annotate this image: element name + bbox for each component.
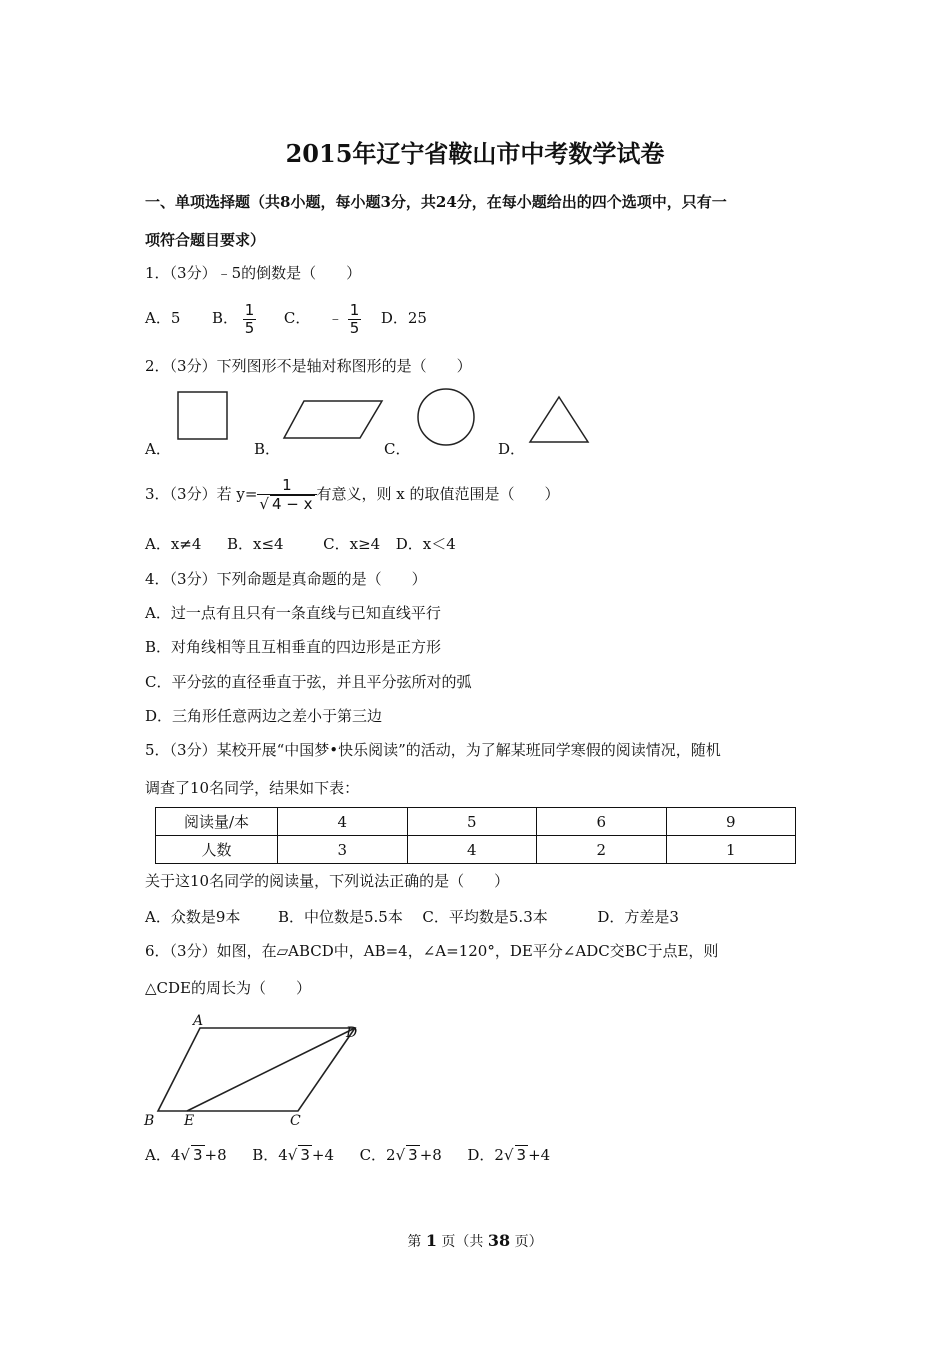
table-cell: 3 (278, 836, 408, 864)
q5-option-d: D．方差是3 (597, 908, 679, 926)
q3-prefix: 3．（3分）若 y= (145, 485, 258, 503)
triangle-figure (526, 394, 592, 446)
footer-middle: 页（共 (436, 1234, 488, 1250)
q4-stem: 4．（3分）下列命题是真命题的是（ ） (145, 570, 427, 588)
q5-option-a: A．众数是9本 (145, 908, 241, 926)
q6-options: A．4√ 3 +8 B．4√ 3 +4 C．2√ 3 +8 D．2√ 3 +4 (145, 1146, 551, 1164)
q3-denominator: √ 4 − x (259, 495, 313, 513)
q4-option-c: C．平分弦的直径垂直于弦，并且平分弦所对的弧 (145, 673, 472, 691)
q2-option-a: A． (145, 440, 171, 458)
vertex-label-d: D (346, 1025, 358, 1041)
table-cell: 6 (537, 808, 667, 836)
q3-options (145, 533, 456, 554)
footer-page-number: 1 (425, 1231, 437, 1250)
q6-stem-line2: △CDE的周长为（ ） (145, 979, 311, 997)
q3-stem (145, 471, 560, 517)
vertex-label-c: C (290, 1113, 301, 1129)
q6-option-b-label: B．4 (252, 1146, 288, 1164)
q6-option-c-radicand: 3 (408, 1146, 418, 1164)
q1-option-b-label: B． (211, 309, 238, 327)
q3-option-b: B．x≤4 (226, 535, 284, 553)
vertex-label-a: A (193, 1013, 204, 1029)
parallelogram-abcd-diagram (140, 1008, 370, 1132)
q6-option-c-tail: +8 (419, 1146, 442, 1164)
page-title: 2015年辽宁省鞍山市中考数学试卷 (285, 139, 665, 168)
table-cell: 1 (666, 836, 796, 864)
q5-option-b: B．中位数是5.5本 (277, 908, 403, 926)
q1-option-d: D．25 (380, 309, 427, 327)
q3-option-d: D．x＜4 (395, 535, 456, 553)
q5-options (145, 906, 679, 927)
circle-figure (414, 386, 478, 448)
q3-radicand: 4 − x (271, 495, 313, 513)
table-cell: 阅读量/本 (156, 808, 278, 836)
parallelogram-figure (280, 398, 386, 442)
section-heading-line1: 一、单项选择题（共8小题，每小题3分，共24分，在每小题给出的四个选项中，只有一 (145, 193, 727, 211)
q6-option-b-tail: +4 (311, 1146, 334, 1164)
q1-stem: 1．（3分）﹣5的倒数是（ ） (145, 264, 362, 282)
q1-c-numerator: 1 (349, 300, 360, 319)
square-figure (174, 390, 230, 442)
q2-option-c: C． (384, 440, 411, 458)
q6-option-a-radicand: 3 (192, 1146, 203, 1164)
q5-option-c: C．平均数是5.3本 (422, 908, 548, 926)
q6-option-a-label: A．4 (145, 1146, 181, 1164)
q5-stem-line2: 调查了10名同学，结果如下表： (145, 779, 360, 797)
table-cell: 9 (666, 808, 796, 836)
q1-option-c-label: C． (283, 309, 311, 327)
table-cell: 5 (407, 808, 537, 836)
q3-numerator: 1 (257, 477, 316, 495)
table-cell: 4 (407, 836, 537, 864)
table-row (156, 808, 796, 836)
q1-option-c-sign: ﹣ (327, 309, 343, 327)
q6-option-c-label: C．2 (359, 1146, 396, 1164)
q1-option-a: A．5 (145, 309, 181, 327)
table-cell: 4 (278, 808, 408, 836)
q4-option-a: A．过一点有且只有一条直线与已知直线平行 (145, 604, 441, 622)
q6-option-d-tail: +4 (528, 1146, 551, 1164)
page-footer (0, 1231, 950, 1251)
q3-option-c: C．x≥4 (323, 535, 381, 553)
q4-option-b: B．对角线相等且互相垂直的四边形是正方形 (145, 638, 442, 656)
footer-total-pages: 38 (487, 1231, 511, 1250)
q6-option-d-radicand: 3 (516, 1146, 527, 1164)
q6-option-a-tail: +8 (204, 1146, 227, 1164)
q3-fraction (257, 477, 316, 513)
q2-option-b: B． (254, 440, 281, 458)
q5-stem-line1: 5．（3分）某校开展“中国梦•快乐阅读”的活动，为了解某班同学寒假的阅读情况，随机 (145, 741, 721, 759)
reading-table (155, 807, 796, 864)
table-cell: 人数 (156, 836, 278, 864)
q2-option-d: D． (498, 440, 526, 458)
q1-options (145, 298, 427, 338)
footer-suffix: 页） (510, 1234, 543, 1250)
vertex-label-e: E (184, 1113, 195, 1129)
q3-suffix: 有意义，则 x 的取值范围是（ ） (316, 485, 560, 503)
q1-option-c-fraction (348, 302, 362, 337)
q1-b-denominator: 5 (244, 318, 255, 337)
q1-b-numerator: 1 (244, 300, 255, 319)
table-cell: 2 (537, 836, 667, 864)
table-row (156, 836, 796, 864)
q1-option-b-fraction (243, 302, 257, 337)
q5-followup: 关于这10名同学的阅读量，下列说法正确的是（ ） (145, 872, 510, 890)
q2-stem: 2．（3分）下列图形不是轴对称图形的是（ ） (145, 357, 472, 375)
q1-c-denominator: 5 (349, 318, 360, 337)
q3-option-a: A．x≠4 (145, 535, 202, 553)
q6-option-b-radicand: 3 (300, 1146, 310, 1164)
vertex-label-b: B (144, 1113, 155, 1129)
section-heading-line2: 项符合题目要求） (145, 231, 266, 249)
q6-option-d-label: D．2 (467, 1146, 504, 1164)
q6-stem-line1: 6．（3分）如图，在▱ABCD中，AB=4，∠A=120°，DE平分∠ADC交BC于点E，则 (145, 942, 719, 960)
q4-option-d: D．三角形任意两边之差小于第三边 (145, 707, 383, 725)
footer-prefix: 第 (407, 1234, 426, 1250)
